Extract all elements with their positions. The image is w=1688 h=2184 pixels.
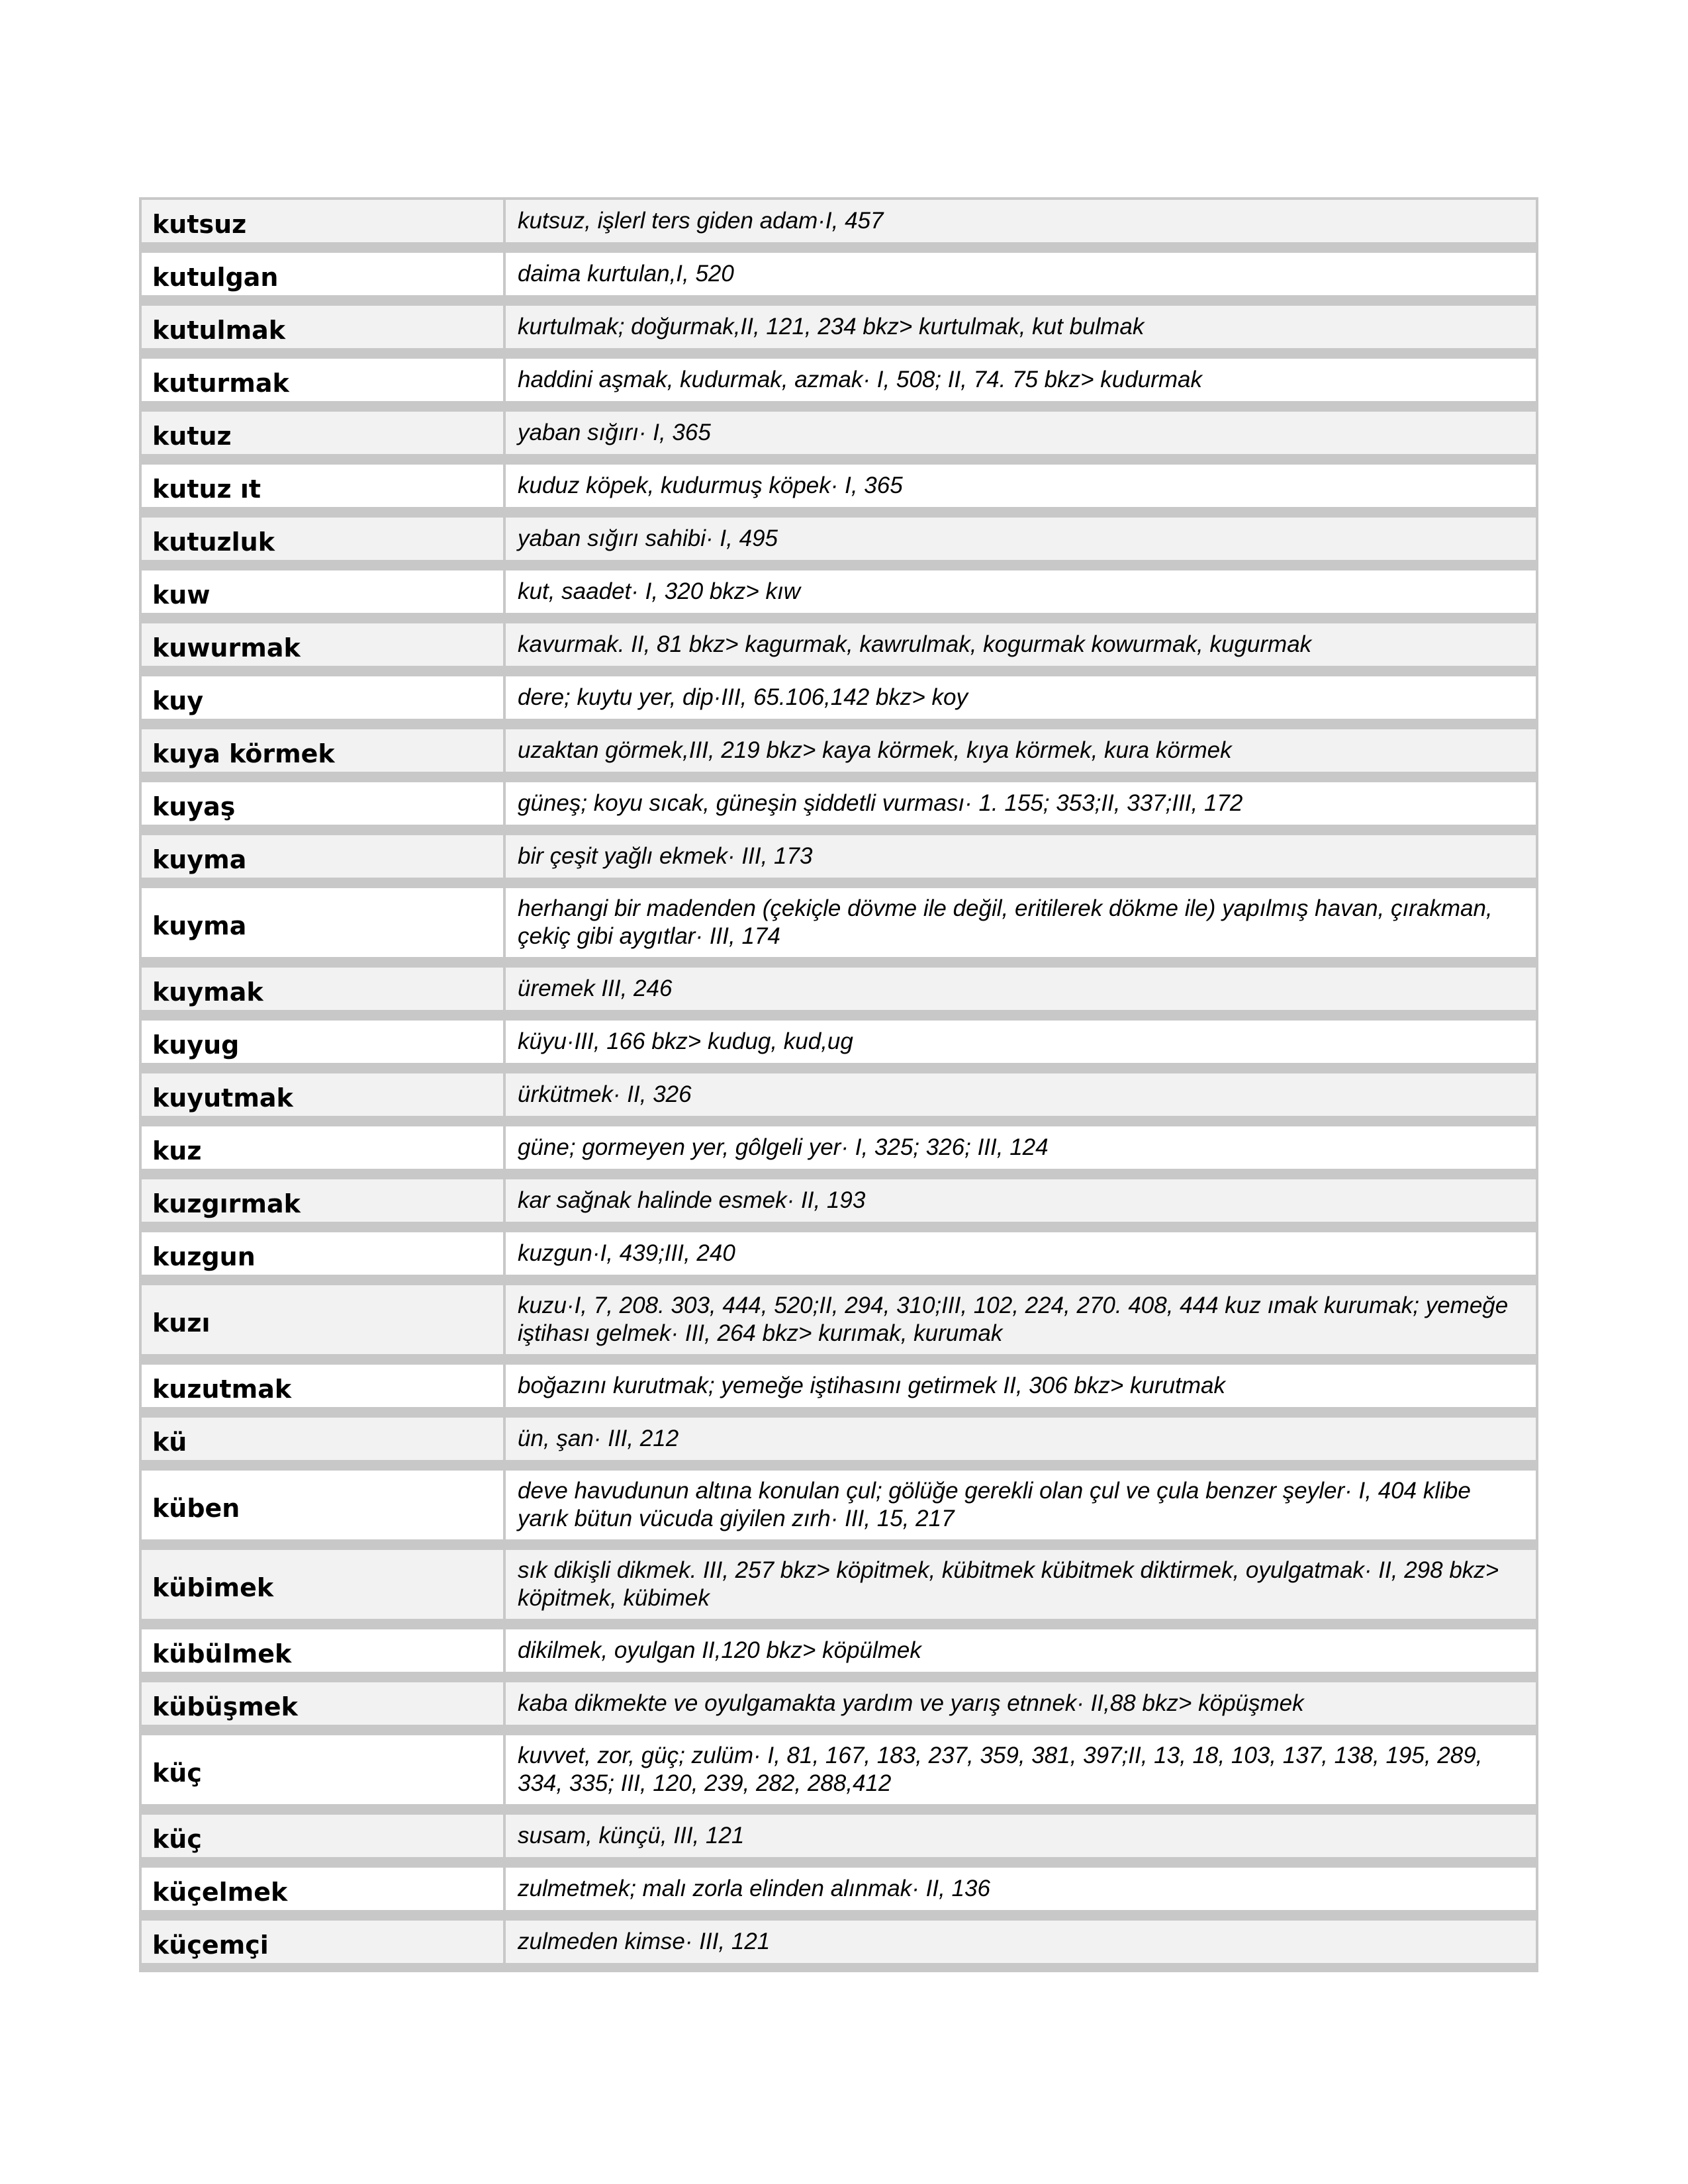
definition-cell: kaba dikmekte ve oyulgamakta yardım ve yarış etnnek· II,88 bkz> köpüşmek	[506, 1682, 1536, 1725]
definition-cell: haddini aşmak, kudurmak, azmak· I, 508; II, 74. 75 bkz> kudurmak	[506, 359, 1536, 401]
table-row	[142, 623, 1536, 666]
table-row	[142, 1021, 1536, 1063]
definition-cell: daima kurtulan,I, 520	[506, 253, 1536, 295]
term-cell: kuzutmak	[142, 1365, 503, 1407]
table-row	[142, 253, 1536, 295]
definition-cell: kuduz köpek, kudurmuş köpek· I, 365	[506, 465, 1536, 507]
table-row	[142, 518, 1536, 560]
table-row	[142, 1921, 1536, 1963]
definition-cell: susam, künçü, III, 121	[506, 1815, 1536, 1857]
term-cell: kutsuz	[142, 200, 503, 242]
term-cell: kutulmak	[142, 306, 503, 348]
term-cell: kutulgan	[142, 253, 503, 295]
term-cell: kübüşmek	[142, 1682, 503, 1725]
term-cell: kübimek	[142, 1550, 503, 1619]
term-cell: küben	[142, 1471, 503, 1539]
table-row	[142, 1735, 1536, 1804]
term-cell: kuzgun	[142, 1232, 503, 1275]
table-row	[142, 1868, 1536, 1910]
definition-cell: kavurmak. II, 81 bkz> kagurmak, kawrulmak, kogurmak kowurmak, kugurmak	[506, 623, 1536, 666]
definition-cell: zulmeden kimse· III, 121	[506, 1921, 1536, 1963]
definition-cell: kurtulmak; doğurmak,II, 121, 234 bkz> kurtulmak, kut bulmak	[506, 306, 1536, 348]
definition-cell: ün, şan· III, 212	[506, 1418, 1536, 1460]
definition-cell: bir çeşit yağlı ekmek· III, 173	[506, 835, 1536, 878]
table-row	[142, 1179, 1536, 1222]
definition-cell: küyu·III, 166 bkz> kudug, kud,ug	[506, 1021, 1536, 1063]
definition-cell: yaban sığırı sahibi· I, 495	[506, 518, 1536, 560]
table-row	[142, 1629, 1536, 1672]
term-cell: küç	[142, 1815, 503, 1857]
term-cell: küç	[142, 1735, 503, 1804]
definition-cell: güne; gormeyen yer, gôlgeli yer· I, 325; 326; III, 124	[506, 1126, 1536, 1169]
table-row	[142, 1126, 1536, 1169]
term-cell: kutuz ıt	[142, 465, 503, 507]
term-cell: kutuz	[142, 412, 503, 454]
table-row	[142, 782, 1536, 825]
term-cell: kutuzluk	[142, 518, 503, 560]
table-row	[142, 888, 1536, 957]
table-row	[142, 968, 1536, 1010]
table-row	[142, 1232, 1536, 1275]
definition-cell: kutsuz, işlerl ters giden adam·I, 457	[506, 200, 1536, 242]
table-row	[142, 570, 1536, 613]
definition-cell: herhangi bir madenden (çekiçle dövme ile değil, eritilerek dökme ile) yapılmış havan, çırakman, çekiç gibi aygıtlar· III, 174	[506, 888, 1536, 957]
table-row	[142, 465, 1536, 507]
table-row	[142, 1682, 1536, 1725]
table-row	[142, 729, 1536, 772]
definition-cell: güneş; koyu sıcak, güneşin şiddetli vurması· 1. 155; 353;II, 337;III, 172	[506, 782, 1536, 825]
term-cell: kuz	[142, 1126, 503, 1169]
term-cell: kuyug	[142, 1021, 503, 1063]
definition-cell: üremek III, 246	[506, 968, 1536, 1010]
definition-cell: ürkütmek· II, 326	[506, 1073, 1536, 1116]
term-cell: kuya körmek	[142, 729, 503, 772]
definition-cell: dere; kuytu yer, dip·III, 65.106,142 bkz> koy	[506, 676, 1536, 719]
term-cell: kü	[142, 1418, 503, 1460]
definition-cell: sık dikişli dikmek. III, 257 bkz> köpitmek, kübitmek kübitmek diktirmek, oyulgatmak· II, 298 bkz> köpitmek, kübimek	[506, 1550, 1536, 1619]
table-row	[142, 1073, 1536, 1116]
term-cell: kuzgırmak	[142, 1179, 503, 1222]
term-cell: kübülmek	[142, 1629, 503, 1672]
definition-cell: yaban sığırı· I, 365	[506, 412, 1536, 454]
table-row	[142, 1365, 1536, 1407]
definition-cell: kut, saadet· I, 320 bkz> kıw	[506, 570, 1536, 613]
term-cell: kuw	[142, 570, 503, 613]
table-row	[142, 1418, 1536, 1460]
definition-cell: deve havudunun altına konulan çul; gölüğe gerekli olan çul ve çula benzer şeyler· I, 404 klibe yarık bütun vücuda giyilen zırh· III, 15, 217	[506, 1471, 1536, 1539]
glossary-table	[139, 197, 1538, 1972]
term-cell: kuwurmak	[142, 623, 503, 666]
term-cell: kuy	[142, 676, 503, 719]
definition-cell: kuzgun·I, 439;III, 240	[506, 1232, 1536, 1275]
table-row	[142, 359, 1536, 401]
definition-cell: kar sağnak halinde esmek· II, 193	[506, 1179, 1536, 1222]
table-row	[142, 412, 1536, 454]
table-row	[142, 1550, 1536, 1619]
term-cell: kuturmak	[142, 359, 503, 401]
term-cell: kuyma	[142, 835, 503, 878]
definition-cell: kuzu·I, 7, 208. 303, 444, 520;II, 294, 310;III, 102, 224, 270. 408, 444 kuz ımak kurumak; yemeğe iştihası gelmek· III, 264 bkz> kurımak, kurumak	[506, 1285, 1536, 1354]
definition-cell: boğazını kurutmak; yemeğe iştihasını getirmek II, 306 bkz> kurutmak	[506, 1365, 1536, 1407]
table-row	[142, 1471, 1536, 1539]
table-row	[142, 676, 1536, 719]
term-cell: kuyaş	[142, 782, 503, 825]
table-row	[142, 200, 1536, 242]
table-row	[142, 1285, 1536, 1354]
definition-cell: uzaktan görmek,III, 219 bkz> kaya körmek, kıya körmek, kura körmek	[506, 729, 1536, 772]
definition-cell: zulmetmek; malı zorla elinden alınmak· II, 136	[506, 1868, 1536, 1910]
definition-cell: dikilmek, oyulgan II,120 bkz> köpülmek	[506, 1629, 1536, 1672]
table-row	[142, 1815, 1536, 1857]
term-cell: küçelmek	[142, 1868, 503, 1910]
term-cell: küçemçi	[142, 1921, 503, 1963]
term-cell: kuymak	[142, 968, 503, 1010]
table-row	[142, 306, 1536, 348]
term-cell: kuyma	[142, 888, 503, 957]
term-cell: kuyutmak	[142, 1073, 503, 1116]
definition-cell: kuvvet, zor, güç; zulüm· I, 81, 167, 183, 237, 359, 381, 397;II, 13, 18, 103, 137, 138, 195, 289, 334, 335; III, 120, 239, 282, 288,412	[506, 1735, 1536, 1804]
table-row	[142, 835, 1536, 878]
term-cell: kuzı	[142, 1285, 503, 1354]
